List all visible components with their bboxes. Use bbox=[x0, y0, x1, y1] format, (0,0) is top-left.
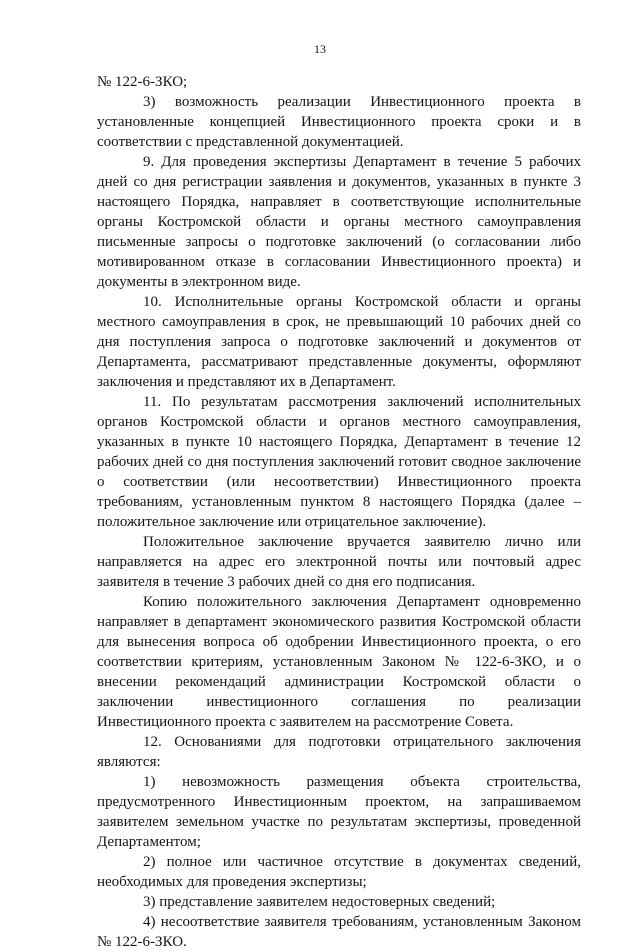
paragraph-12-item-1: 1) невозможность размещения объекта строительства, предусмотренного Инвестиционным проектом, на запрашиваемом заявителем земельном участке по результатам экспертизы, проведенной Департаментом; bbox=[97, 774, 581, 850]
page-number: 13 bbox=[314, 42, 326, 56]
paragraph-11: 11. По результатам рассмотрения заключений исполнительных органов Костромской области и органов местного самоуправления, указанных в пункте 10 настоящего Порядка, Департамент в течение 12 рабочих дней со дня поступления заключений готовит сводное заключение о соответствии (или несоответствии) Инвестиционного проекта требованиям, установленным пунктом 8 настоящего Порядка (далее – положительное заключение или отрицательное заключение). bbox=[97, 394, 581, 530]
paragraph-item-3: 3) возможность реализации Инвестиционного проекта в установленные концепцией Инвестиционного проекта сроки и в соответствии с представленной документацией. bbox=[97, 94, 581, 150]
paragraph-10: 10. Исполнительные органы Костромской области и органы местного самоуправления в срок, не превышающий 10 рабочих дней со дня поступления запроса о подготовке заключений и документов от Департамента, рассматривают представленные документы, оформляют заключения и представляют их в Департамент. bbox=[97, 294, 581, 390]
paragraph-positive-conclusion: Положительное заключение вручается заявителю лично или направляется на адрес его электронной почты или почтовый адрес заявителя в течение 3 рабочих дней со дня его подписания. bbox=[97, 534, 581, 590]
paragraph-12-item-3: 3) представление заявителем недостоверных сведений; bbox=[143, 894, 496, 910]
document-body bbox=[97, 72, 581, 952]
paragraph-copy-conclusion: Копию положительного заключения Департамент одновременно направляет в департамент экономического развития Костромской области для вынесения вопроса об одобрении Инвестиционного проекта, о его соответствии критериям, установленным Законом № 122-6-ЗКО, и о внесении рекомендаций администрации Костромской области о заключении инвестиционного соглашения по реализации Инвестиционного проекта с заявителем на рассмотрение Совета. bbox=[97, 594, 581, 730]
paragraph-12-item-4: 4) несоответствие заявителя требованиям, установленным Законом № 122-6-ЗКО. bbox=[97, 914, 581, 950]
paragraph-12: 12. Основаниями для подготовки отрицательного заключения являются: bbox=[97, 734, 581, 770]
paragraph-9: 9. Для проведения экспертизы Департамент в течение 5 рабочих дней со дня регистрации заявления и документов, указанных в пункте 3 настоящего Порядка, направляет в соответствующие исполнительные органы Костромской области и органы местного самоуправления письменные запросы о подготовке заключений (о согласовании либо мотивированном отказе в согласовании Инвестиционного проекта) и документы в электронном виде. bbox=[97, 154, 581, 290]
paragraph-12-item-2: 2) полное или частичное отсутствие в документах сведений, необходимых для проведения экспертизы; bbox=[97, 854, 581, 890]
paragraph-continuation: № 122-6-ЗКО; bbox=[97, 74, 188, 90]
